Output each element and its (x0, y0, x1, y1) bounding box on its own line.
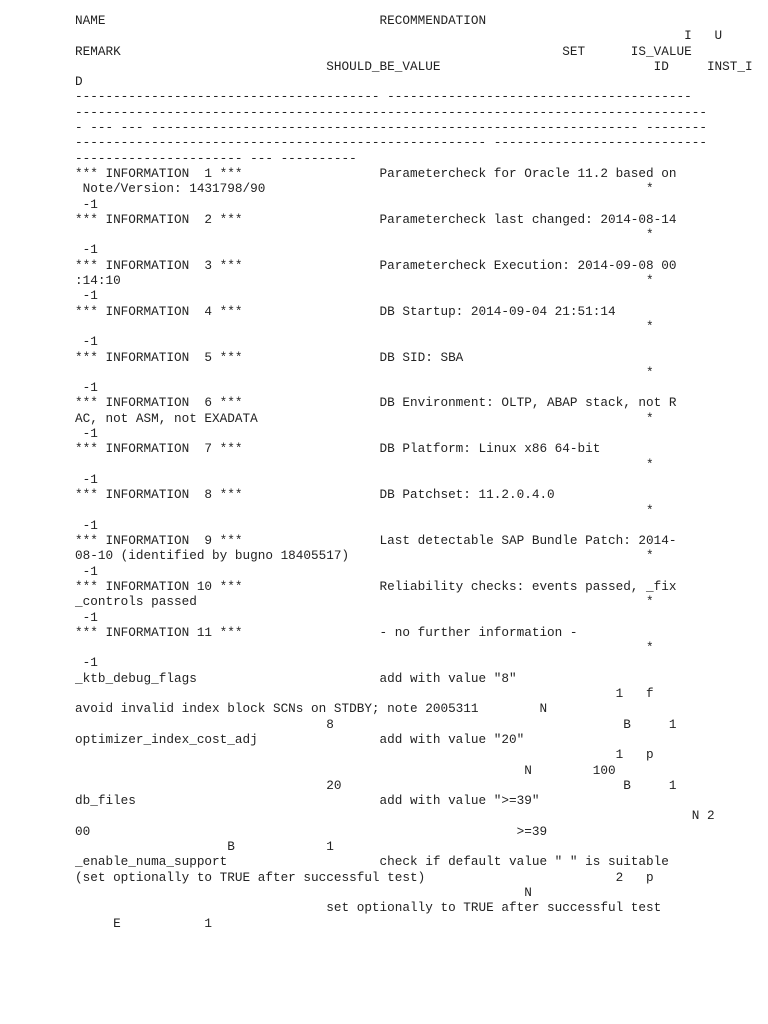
text-line: *** INFORMATION 10 *** Reliability checks: events passed, _fix (75, 578, 677, 594)
text-line: 8 B 1 (75, 716, 677, 732)
text-line: 00 >=39 (75, 823, 548, 839)
text-line: ---------------------------------------- ---------------------------------------- (75, 89, 692, 105)
text-line: AC, not ASM, not EXADATA * (75, 410, 654, 426)
text-line: -1 (75, 196, 98, 212)
text-line: N 2 (75, 808, 715, 824)
text-line: -1 (75, 655, 98, 671)
text-line: SHOULD_BE_VALUE ID INST_I (75, 58, 753, 74)
text-line: ------------------------------------------------------ ---------------------------- (75, 135, 707, 151)
text-line: -1 (75, 334, 98, 350)
text-line: -1 (75, 242, 98, 258)
text-line: -1 (75, 563, 98, 579)
text-line: * (75, 227, 654, 243)
text-line: db_files add with value ">=39" (75, 793, 540, 809)
text-line: E 1 (75, 915, 213, 931)
text-line: * (75, 318, 654, 334)
text-line: 1 p (75, 747, 654, 763)
text-line: :14:10 * (75, 273, 654, 289)
text-line: * (75, 364, 654, 380)
text-line: *** INFORMATION 1 *** Parametercheck for Oracle 11.2 based on (75, 165, 677, 181)
text-line: -1 (75, 609, 98, 625)
text-line: -1 (75, 426, 98, 442)
text-line: REMARK SET IS_VALUE (75, 43, 692, 59)
text-line: -1 (75, 517, 98, 533)
text-line: *** INFORMATION 9 *** Last detectable SAP Bundle Patch: 2014- (75, 533, 677, 549)
text-line: *** INFORMATION 4 *** DB Startup: 2014-09-04 21:51:14 (75, 303, 616, 319)
text-line: -1 (75, 380, 98, 396)
document-text (75, 13, 755, 931)
text-line: -1 (75, 288, 98, 304)
text-line: -1 (75, 471, 98, 487)
text-line: _enable_numa_support check if default value " " is suitable (75, 854, 669, 870)
text-line: Note/Version: 1431798/90 * (75, 181, 654, 197)
text-line: ----------------------------------------------------------------------------------- (75, 104, 707, 120)
text-line: - --- --- ---------------------------------------------------------------- -------- (75, 120, 707, 136)
text-line: * (75, 502, 654, 518)
text-line: (set optionally to TRUE after successful test) 2 p (75, 869, 654, 885)
text-line: ---------------------- --- ---------- (75, 150, 357, 166)
text-line: N (75, 884, 532, 900)
text-line: *** INFORMATION 6 *** DB Environment: OLTP, ABAP stack, not R (75, 395, 677, 411)
text-line: N 100 (75, 762, 616, 778)
text-line: 08-10 (identified by bugno 18405517) * (75, 548, 654, 564)
text-line: * (75, 640, 654, 656)
text-line: 20 B 1 (75, 777, 677, 793)
text-line: *** INFORMATION 7 *** DB Platform: Linux x86 64-bit (75, 441, 601, 457)
text-line: I U (75, 28, 723, 44)
text-line: set optionally to TRUE after successful test (75, 900, 662, 916)
text-line: D (75, 74, 83, 90)
text-line: *** INFORMATION 8 *** DB Patchset: 11.2.0.4.0 (75, 487, 555, 503)
text-line: * (75, 456, 654, 472)
text-line: avoid invalid index block SCNs on STDBY; note 2005311 N (75, 701, 548, 717)
text-line: *** INFORMATION 2 *** Parametercheck last changed: 2014-08-14 (75, 211, 677, 227)
text-line: _ktb_debug_flags add with value "8" (75, 670, 517, 686)
text-line: *** INFORMATION 5 *** DB SID: SBA (75, 349, 464, 365)
text-line: optimizer_index_cost_adj add with value "20" (75, 731, 525, 747)
text-line: *** INFORMATION 11 *** - no further information - (75, 624, 578, 640)
text-line: NAME RECOMMENDATION (75, 13, 487, 28)
text-line: *** INFORMATION 3 *** Parametercheck Execution: 2014-09-08 00 (75, 257, 677, 273)
text-line: _controls passed * (75, 594, 654, 610)
text-line: B 1 (75, 839, 334, 855)
text-line: 1 f (75, 686, 654, 702)
